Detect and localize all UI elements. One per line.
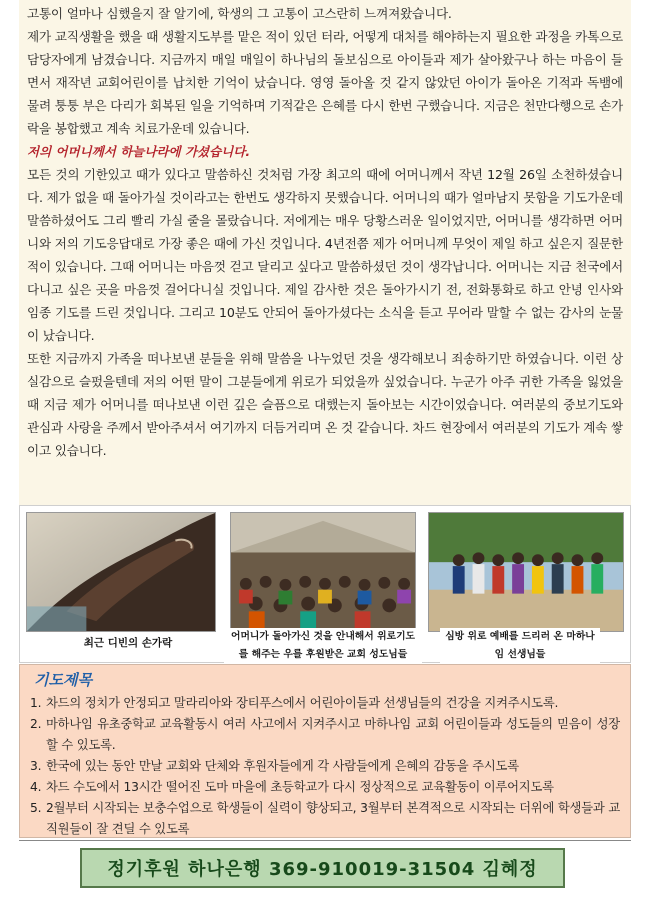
photo-caption: 어머니가 돌아가신 것을 안내해서 위로기도를 해주는 우를 후원받은 교회 성도님들 [224, 628, 422, 664]
body-paragraph: 또한 지금까지 가족을 떠나보낸 분들을 위해 말씀을 나누었던 것을 생각해보니 죄송하기만 하였습니다. 이런 상실감으로 슬펐을텐데 저의 어떤 말이 그분들에게 위로가 되었을까 싶었습니다. 누군가 아주 귀한 가족을 잃었을 때 지금 제가 어머니를 떠나보낸 이런 깊은 슬픔으로 대했는지 돌아보는 시간이었습니다. 여러분의 중보기도와 관심과 사랑을 주께서 받아주셔서 여기까지 더듬거리며 온 것 같습니다. 차드 현장에서 여러분의 기도가 계속 쌓이고 있습니다. [27, 351, 623, 458]
prayer-number: 2. [30, 717, 42, 731]
prayer-title: 기도제목 [34, 671, 92, 689]
photo-caption: 심방 위로 예배를 드리러 온 마하나임 선생님들 [440, 628, 600, 664]
prayer-item [30, 714, 620, 756]
prayer-number: 1. [30, 696, 42, 710]
church-gathering-photo [230, 512, 416, 632]
prayer-number: 5. [30, 801, 42, 815]
prayer-text: 한국에 있는 동안 만날 교회와 단체와 후원자들에게 각 사람들에게 은혜의 감동을 주시도록 [46, 759, 519, 773]
prayer-item [30, 798, 620, 840]
body-paragraph: 제가 교직생활을 했을 때 생활지도부를 맡은 적이 있던 터라, 어떻게 대처를 해야하는지 필요한 과정을 카톡으로 담당자에게 남겼습니다. 지금까지 매일 매일이 하나님의 돌보심으로 아이들과 제가 살아왔구나 하는 마음이 들면서 재작년 교회어린이를 납치한 기억이 났습니다. 영영 돌아올 것 같지 않았던 아이가 돌아온 기적과 독뱀에 물려 퉁퉁 부은 다리가 회복된 일을 기억하며 기적같은 은혜를 다시 한번 구했습니다. 지금은 천만다행으로 손가락을 봉합했고 계속 치료가운데 있습니다. [27, 29, 623, 136]
newsletter-body [19, 0, 631, 505]
finger-photo [26, 512, 216, 632]
prayer-list [30, 693, 620, 840]
section-heading: 저의 어머니께서 하늘나라에 가셨습니다. [27, 144, 251, 159]
teachers-group-photo [428, 512, 624, 632]
photo-caption: 최근 디빈의 손가락 [58, 634, 198, 653]
photo-row [19, 505, 631, 663]
prayer-text: 2월부터 시작되는 보충수업으로 학생들이 실력이 향상되고, 3월부터 본격적으로 시작되는 더위에 학생들과 교직원들이 잘 견딜 수 있도록 [46, 801, 620, 836]
divider [19, 840, 631, 841]
donation-info: 정기후원 하나은행 369-910019-31504 김혜정 [80, 848, 565, 888]
body-paragraph: 고통이 얼마나 심했을지 잘 알기에, 학생의 그 고통이 고스란히 느껴져왔습니다. [27, 6, 452, 21]
body-paragraph: 모든 것의 기한있고 때가 있다고 말씀하신 것처럼 가장 최고의 때에 어머니께서 작년 12월 26일 소천하셨습니다. 제가 없을 때 돌아가실 것이라고는 한번도 생각하지 못했습니다. 어머니의 때가 얼마남지 못함을 기도가운데 말씀하셨어도 그리 빨리 가실 줄을 몰랐습니다. 저에게는 매우 당황스러운 일이었지만, 어머니를 생각하면 어머니와 저의 기도응답대로 가장 좋은 때에 가신 것입니다. 4년전쯤 제가 어머니께 무엇이 제일 하고 싶은지 질문한 적이 있습니다. 그때 어머니는 마음껏 걷고 달리고 싶다고 말씀하셨던 것이 생각납니다. 어머니는 지금 천국에서 다니고 싶은 곳을 마음껏 걸어다니실 것입니다. 제일 감사한 것은 돌아가시기 전, 전화통화로 하고 안녕 인사와 임종 기도를 드린 것입니다. 그리고 10분도 안되어 돌아가셨다는 소식을 듣고 무어라 말할 수 없는 감사의 눈물이 났습니다. [27, 167, 623, 343]
prayer-item [30, 756, 620, 777]
prayer-text: 차드 수도에서 13시간 떨어진 도마 마을에 초등학교가 다시 정상적으로 교육활동이 이루어지도록 [46, 780, 554, 794]
prayer-item [30, 693, 620, 714]
prayer-item [30, 777, 620, 798]
prayer-text: 마하나임 유초중학교 교육활동시 여러 사고에서 지켜주시고 마하나임 교회 어린이들과 성도들의 믿음이 성장할 수 있도록. [46, 717, 620, 752]
prayer-requests-box [19, 664, 631, 838]
prayer-number: 3. [30, 759, 42, 773]
prayer-number: 4. [30, 780, 42, 794]
prayer-text: 차드의 정치가 안정되고 말라리아와 장티푸스에서 어린아이들과 선생님들의 건강을 지켜주시도록. [46, 696, 559, 710]
